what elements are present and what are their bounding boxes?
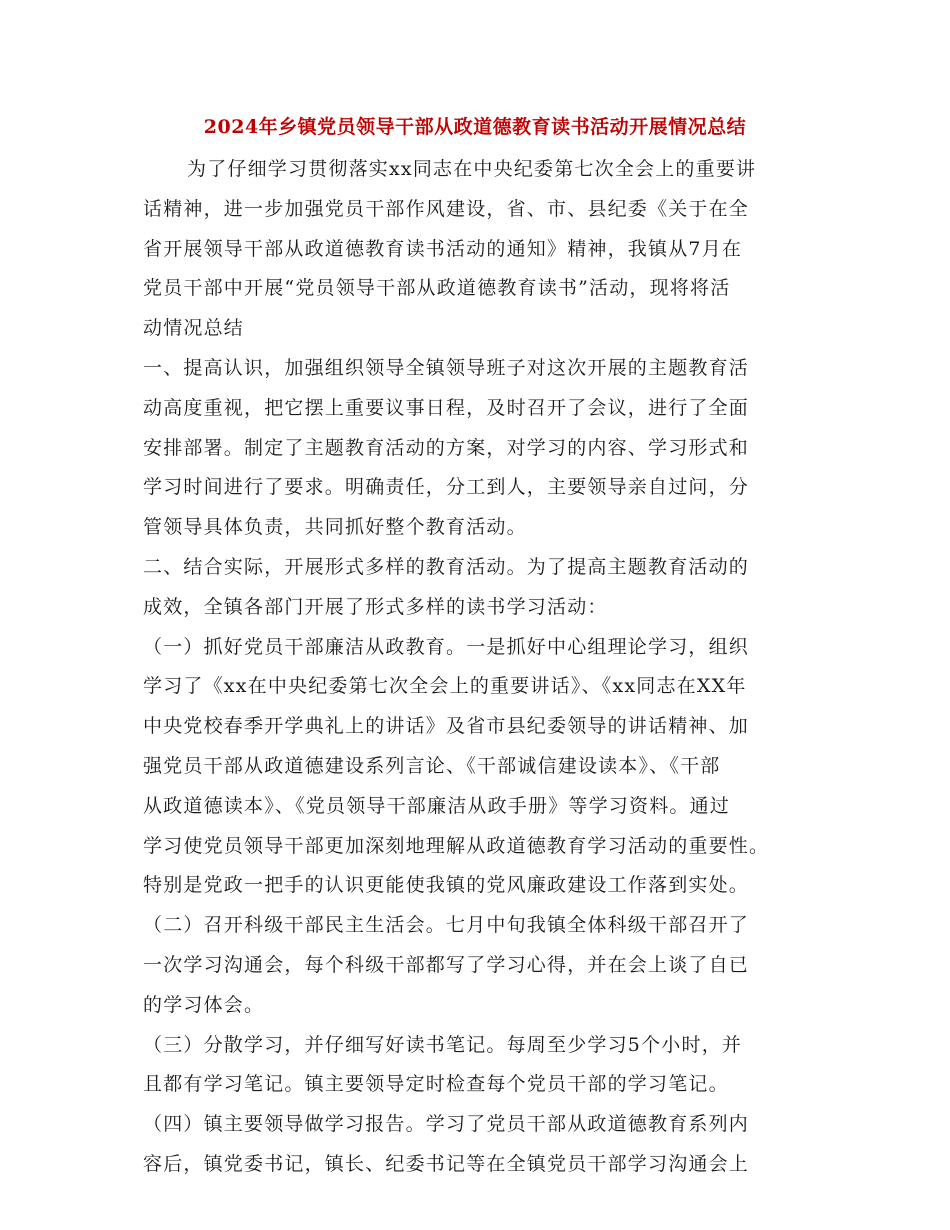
paragraph-line: 话精神，进一步加强党员干部作风建设，省、市、县纪委《关于在全 bbox=[143, 197, 750, 220]
paragraph-line: 一次学习沟通会，每个科级干部都写了学习心得，并在会上谈了自已 bbox=[143, 953, 750, 976]
paragraph-line: 安排部署。制定了主题教育活动的方案，对学习的内容、学习形式和 bbox=[143, 436, 750, 459]
subsection-line: （一）抓好党员干部廉洁从政教育。一是抓好中心组理论学习，组织 bbox=[143, 635, 750, 658]
document-title: 2024年乡镇党员领导干部从政道德教育读书活动开展情况总结 bbox=[203, 116, 747, 138]
paragraph-line: 特别是党政一把手的认识更能使我镇的党风廉政建设工作落到实处。 bbox=[143, 874, 750, 897]
paragraph-line: 的学习体会。 bbox=[143, 993, 265, 1016]
document-body bbox=[143, 150, 803, 1185]
section-heading-line: 一、提高认识，加强组织领导全镇领导班子对这次开展的主题教育活 bbox=[143, 356, 750, 379]
paragraph-line: 从政道德读本》、《党员领导干部廉洁从政手册》等学习资料。通过 bbox=[143, 794, 731, 817]
paragraph-line: 学习时间进行了要求。明确责任，分工到人，主要领导亲自过问，分 bbox=[143, 476, 750, 499]
paragraph-line: 为了仔细学习贯彻落实xx同志在中央纪委第七次全会上的重要讲 bbox=[187, 158, 757, 180]
subsection-line: （二）召开科级干部民主生活会。七月中旬我镇全体科级干部召开了 bbox=[143, 914, 750, 937]
paragraph-line: 学习使党员领导干部更加深刻地理解从政道德教育学习活动的重要性。 bbox=[143, 834, 770, 857]
paragraph-line: 强党员干部从政道德建设系列言论、《干部诚信建设读本》、《干部 bbox=[143, 754, 721, 777]
paragraph-line: 学习了《xx在中央纪委第七次全会上的重要讲话》、《xx同志在XX年 bbox=[143, 675, 747, 698]
paragraph-line: 且都有学习笔记。镇主要领导定时检查每个党员干部的学习笔记。 bbox=[143, 1073, 729, 1096]
paragraph-line: 动高度重视，把它摆上重要议事日程，及时召开了会议，进行了全面 bbox=[143, 396, 750, 419]
subsection-line: （四）镇主要领导做学习报告。学习了党员干部从政道德教育系列内 bbox=[143, 1113, 750, 1136]
subsection-line: （三）分散学习，并仔细写好读书笔记。每周至少学习5个小时，并 bbox=[143, 1033, 743, 1056]
section-heading-line: 二、结合实际，开展形式多样的教育活动。为了提高主题教育活动的 bbox=[143, 555, 750, 578]
paragraph-line: 容后，镇党委书记，镇长、纪委书记等在全镇党员干部学习沟通会上 bbox=[143, 1152, 750, 1175]
paragraph-line: 管领导具体负责，共同抓好整个教育活动。 bbox=[143, 516, 527, 539]
paragraph-line: 成效，全镇各部门开展了形式多样的读书学习活动： bbox=[143, 595, 608, 618]
paragraph-line: 党员干部中开展“党员领导干部从政道德教育读书”活动，现将将活 bbox=[143, 277, 731, 300]
paragraph-line: 动情况总结 bbox=[143, 317, 245, 340]
paragraph-line: 省开展领导干部从政道德教育读书活动的通知》精神，我镇从7月在 bbox=[143, 237, 743, 260]
paragraph-line: 中央党校春季开学典礼上的讲话》及省市县纪委领导的讲话精神、加 bbox=[143, 715, 750, 738]
